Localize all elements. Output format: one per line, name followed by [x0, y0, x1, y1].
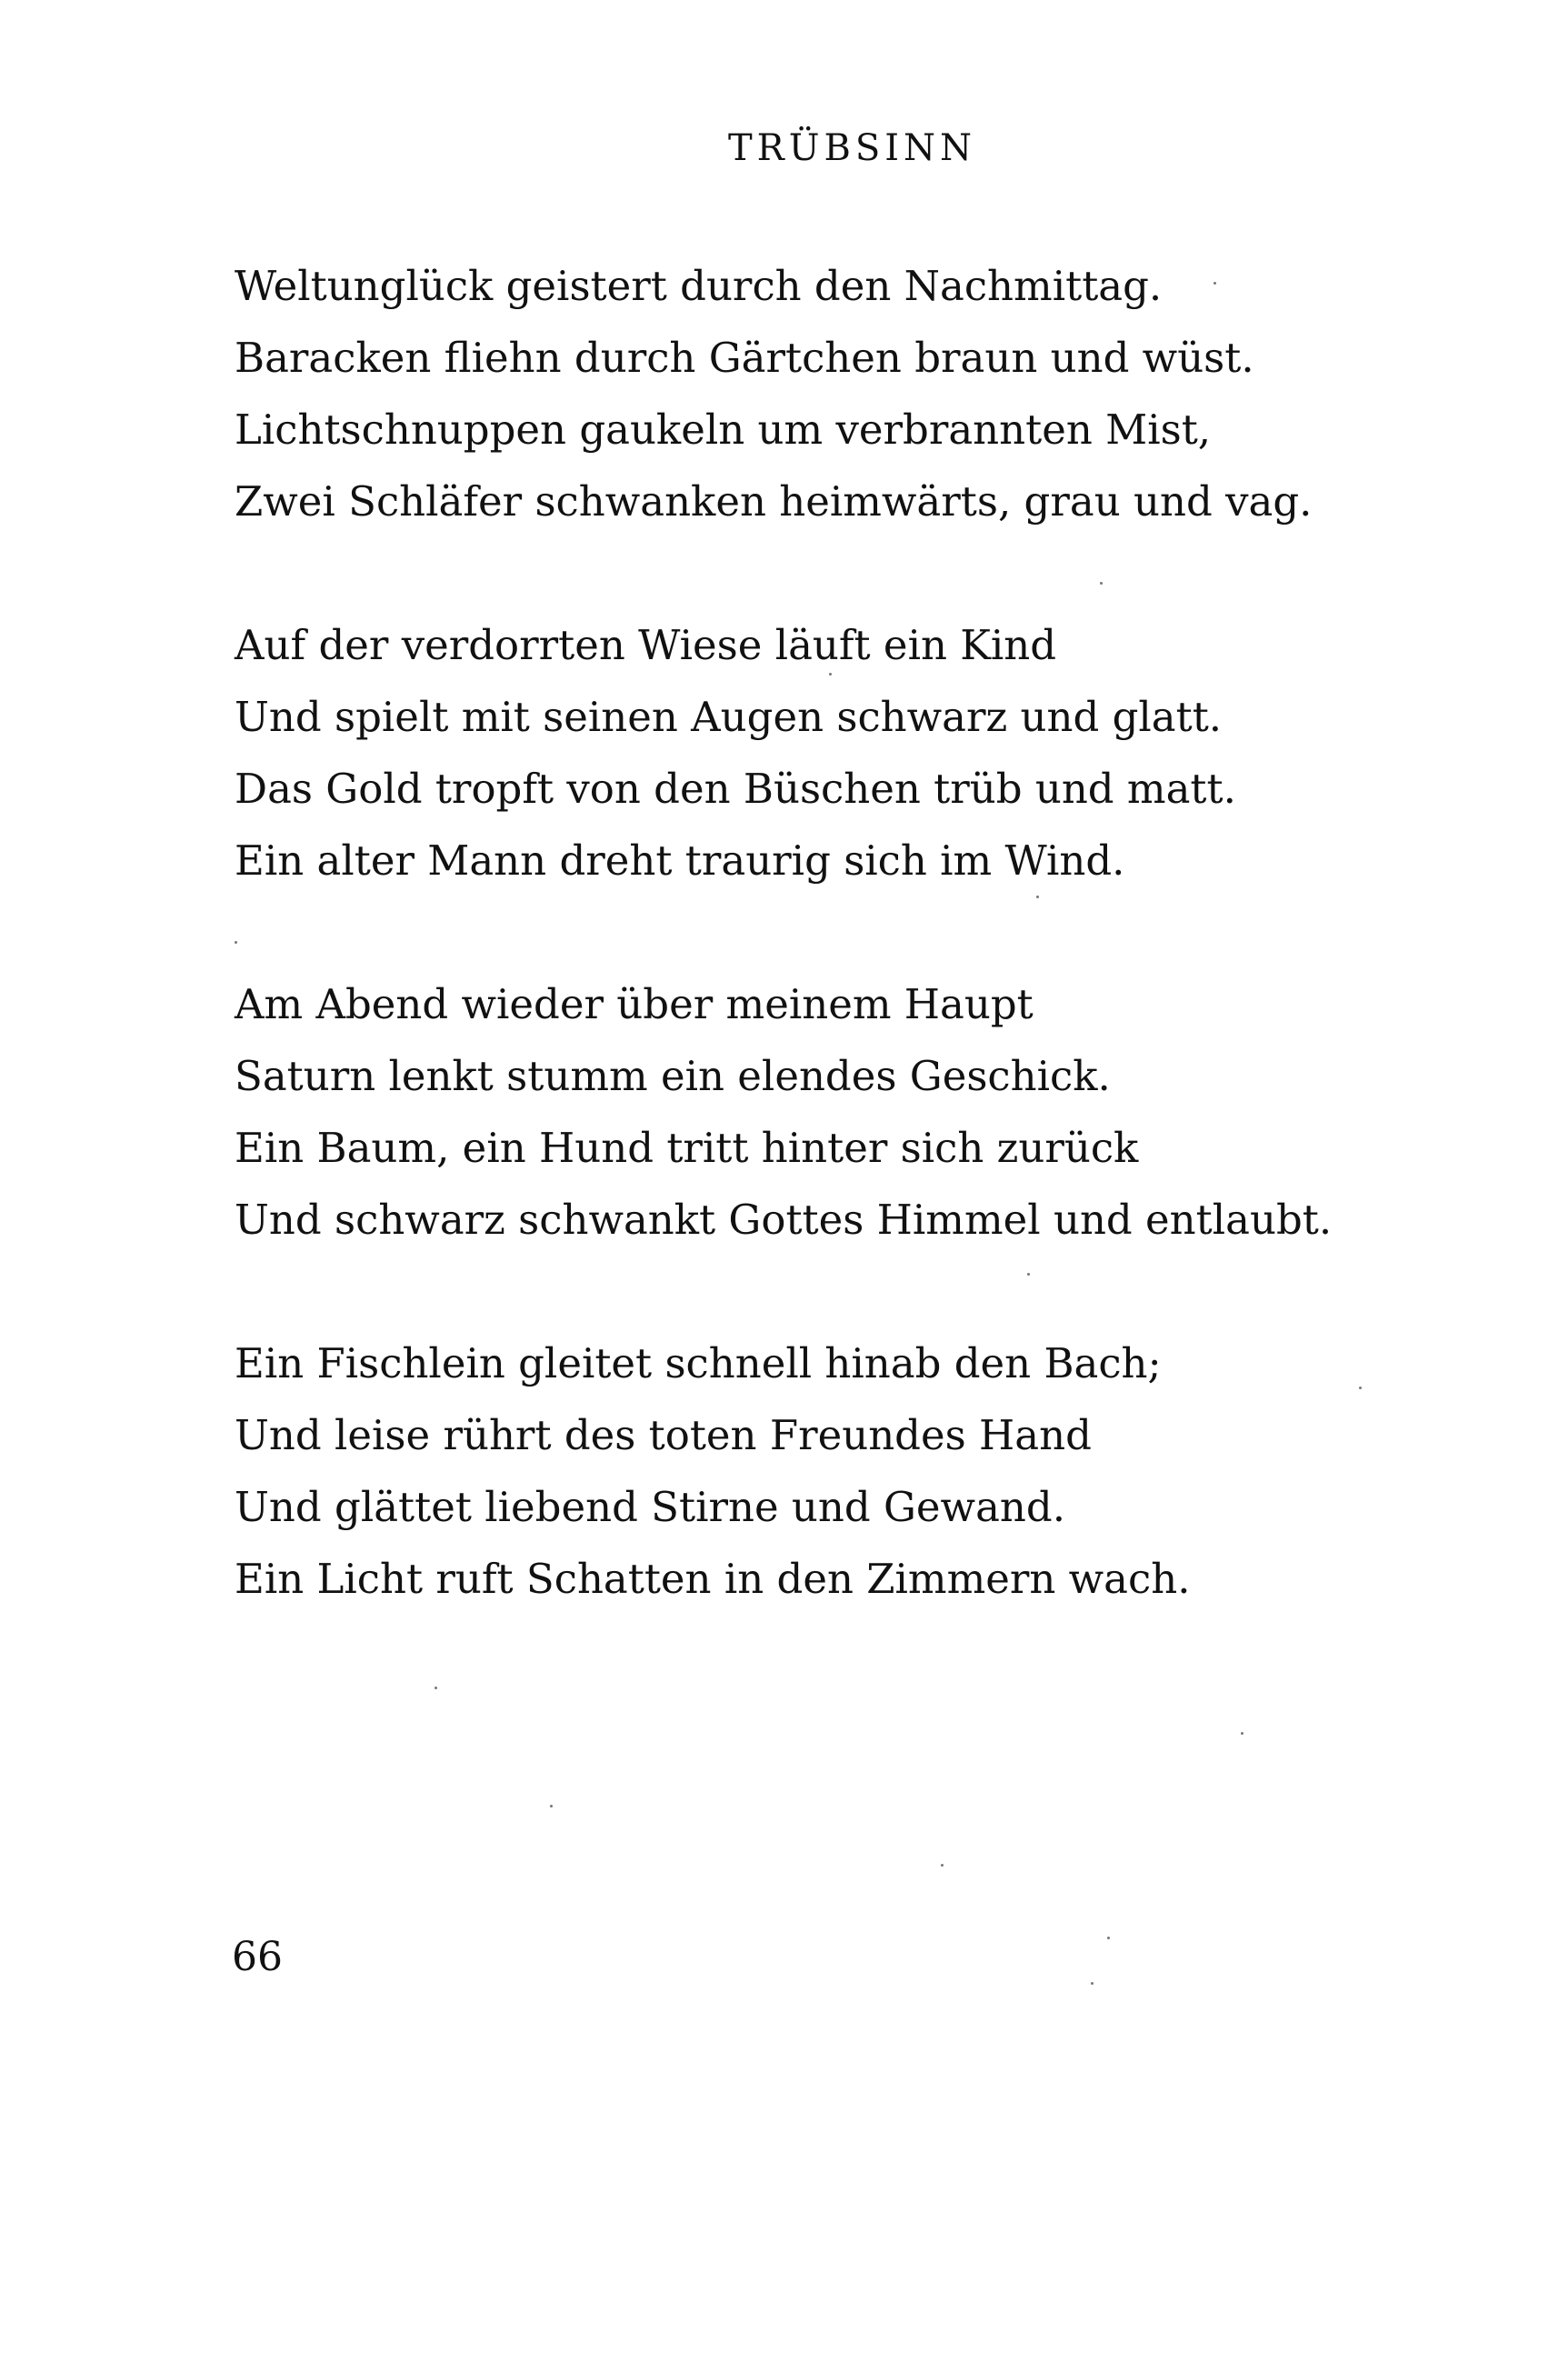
- verse-line: Ein Fischlein gleitet schnell hinab den Bach;: [235, 1339, 1162, 1387]
- scan-speck: [829, 673, 832, 676]
- scan-speck: [1027, 1273, 1030, 1276]
- verse-line: Und glättet liebend Stirne und Gewand.: [235, 1483, 1065, 1531]
- scan-speck: [1359, 1387, 1362, 1389]
- stanza-1: [235, 250, 1416, 537]
- scan-speck: [941, 1864, 944, 1867]
- verse-line: Zwei Schläfer schwanken heimwärts, grau und vag.: [235, 477, 1313, 526]
- verse-line: Das Gold tropft von den Büschen trüb und matt.: [235, 765, 1236, 813]
- page-number: 66: [232, 1934, 283, 1980]
- scan-speck: [1213, 282, 1216, 285]
- scan-speck: [1100, 582, 1103, 585]
- scan-speck: [434, 1687, 437, 1689]
- scan-speck: [1241, 1732, 1243, 1735]
- verse-line: Saturn lenkt stumm ein elendes Geschick.: [235, 1052, 1111, 1100]
- scan-speck: [1091, 1982, 1094, 1985]
- stanza-2: [235, 609, 1416, 896]
- stanza-4: [235, 1327, 1416, 1615]
- verse-line: Am Abend wieder über meinem Haupt: [235, 980, 1034, 1028]
- verse-line: Und spielt mit seinen Augen schwarz und glatt.: [235, 693, 1223, 741]
- verse-line: Lichtschnuppen gaukeln um verbrannten Mist,: [235, 406, 1212, 454]
- verse-line: Ein Baum, ein Hund tritt hinter sich zurück: [235, 1124, 1139, 1172]
- verse-line: Und schwarz schwankt Gottes Himmel und entlaubt.: [235, 1196, 1333, 1244]
- verse-line: Ein Licht ruft Schatten in den Zimmern wach.: [235, 1555, 1191, 1603]
- poem-body: [235, 250, 1416, 1687]
- poem-title: TRÜBSINN: [727, 127, 977, 169]
- verse-line: Weltunglück geistert durch den Nachmittag.: [235, 262, 1163, 310]
- stanza-3: [235, 968, 1416, 1256]
- scan-speck: [550, 1805, 553, 1807]
- scan-speck: [1107, 1937, 1110, 1939]
- verse-line: Auf der verdorrten Wiese läuft ein Kind: [235, 621, 1057, 669]
- verse-line: Baracken fliehn durch Gärtchen braun und wüst.: [235, 334, 1254, 382]
- scan-speck: [1036, 896, 1039, 898]
- verse-line: Ein alter Mann dreht traurig sich im Wind.: [235, 836, 1125, 885]
- verse-line: Und leise rührt des toten Freundes Hand: [235, 1411, 1092, 1459]
- scan-speck: [235, 941, 237, 944]
